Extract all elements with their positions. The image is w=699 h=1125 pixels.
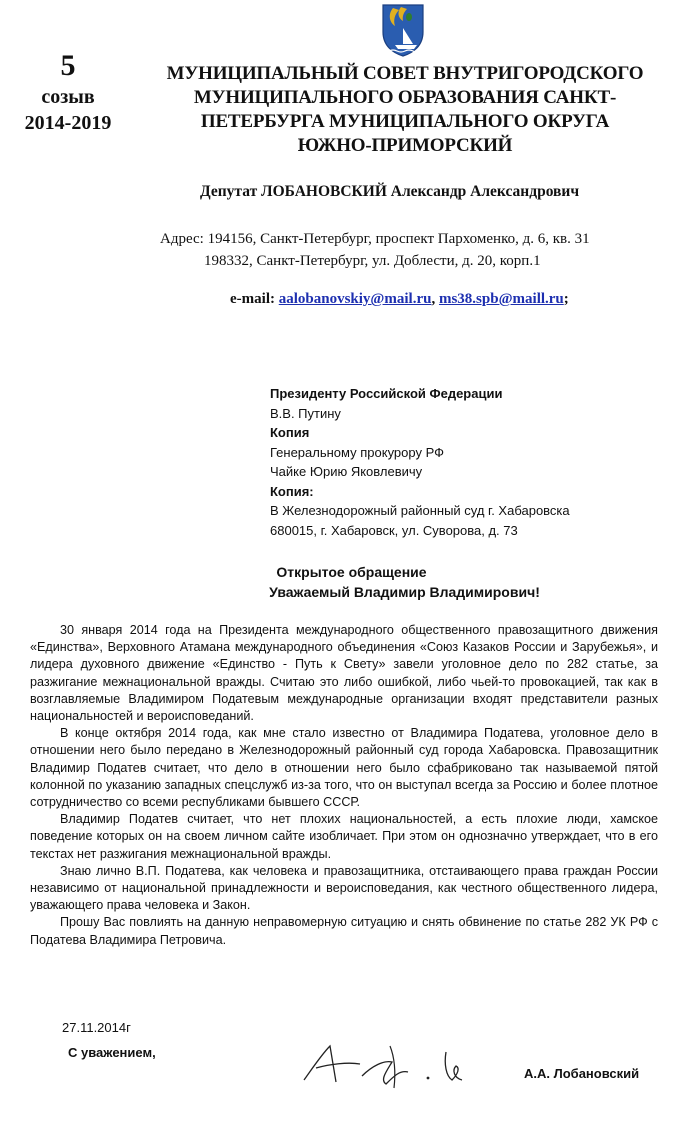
- deputy-name: Депутат ЛОБАНОВСКИЙ Александр Александрович: [200, 183, 580, 200]
- copy-label: Копия: [270, 425, 310, 440]
- council-title-line: ПЕТЕРБУРГА МУНИЦИПАЛЬНОГО ОКРУГА: [200, 111, 610, 132]
- letter-salutation: [0, 582, 699, 602]
- email-link-2[interactable]: ms38.spb@maill.ru: [438, 291, 564, 307]
- council-title: [150, 62, 660, 158]
- council-title-line: ЮЖНО-ПРИМОРСКИЙ: [297, 135, 513, 156]
- addressee-name: В.В. Путину: [270, 405, 341, 421]
- copy-label-2: Копия:: [270, 483, 314, 499]
- copy-recipient-title: Генеральному прокурору РФ: [270, 444, 444, 460]
- letter-date: 27.11.2014г: [62, 1020, 131, 1035]
- body-paragraph: 30 января 2014 года на Президента международного общественного правозащитного движения «Единства», Верховного Атамана международного объединения «Союз Казаков России и Зарубежья», и лидера духовного движение «Единство - Путь к Свету» завели уголовное дело по 282 статье, за разжигание межнациональной вражды. Считаю это либо ошибкой, либо чьей-то провокацией, так как в возглавляемые Владимиром Податевым международные организации входят представители разных национальностей и вероисповеданий.: [30, 623, 658, 724]
- copy-recipient-name: Чайке Юрию Яковлевичу: [270, 464, 423, 479]
- letter-heading: [0, 562, 699, 602]
- address-line-2: 198332, Санкт-Петербург, ул. Доблести, д. 20, корп.1: [204, 253, 541, 269]
- salutation-text: Уважаемый Владимир Владимирович!: [269, 584, 540, 600]
- sender-address: [160, 228, 590, 272]
- court-name: В Железнодорожный районный суд г. Хабаровска: [270, 503, 570, 518]
- court-address: 680015, г. Хабаровск, ул. Суворова, д. 73: [270, 522, 518, 538]
- convocation-years: 2014-2019: [24, 112, 112, 134]
- body-paragraph: Знаю лично В.П. Податева, как человека и правозащитника, отстаивающего права граждан России независимо от национальной принадлежности и вероисповедания, как честного общественного лидера, уважающего права человека и Закон.: [30, 863, 658, 913]
- addressee-block: [270, 384, 570, 540]
- convocation-word: созыв: [41, 86, 95, 108]
- body-paragraph: Прошу Вас повлиять на данную неправомерную ситуацию и снять обвинение по статье 282 УК РФ с Податева Владимира Петровича.: [30, 915, 658, 947]
- addressee-title: Президенту Российской Федерации: [270, 386, 503, 401]
- address-line-1: Адрес: 194156, Санкт-Петербург, проспект Пархоменко, д. 6, кв. 31: [160, 231, 590, 247]
- coat-of-arms-emblem: [379, 2, 427, 58]
- closing-regards: С уважением,: [68, 1045, 156, 1060]
- letter-body: [30, 622, 658, 949]
- council-title-line: МУНИЦИПАЛЬНЫЙ СОВЕТ ВНУТРИГОРОДСКОГО: [166, 63, 644, 84]
- email-trailing: ;: [563, 291, 569, 307]
- email-link-1[interactable]: aalobanovskiy@mail.ru: [278, 291, 432, 307]
- email-line: [230, 291, 569, 308]
- body-paragraph: Владимир Податев считает, что нет плохих национальностей, а есть плохие люди, хамское поведение которых он на своем личном сайте изобличает. При этом он однозначно утверждает, что в его текстах нет разжигания межнациональной вражды.: [30, 812, 658, 861]
- email-separator: ,: [431, 291, 439, 307]
- handwritten-signature: [296, 1036, 506, 1096]
- council-title-line: МУНИЦИПАЛЬНОГО ОБРАЗОВАНИЯ САНКТ-: [193, 87, 617, 108]
- convocation-block: [14, 48, 122, 136]
- signer-name: А.А. Лобановский: [524, 1066, 640, 1081]
- acorn-icon: [406, 13, 412, 21]
- email-label: e-mail:: [230, 291, 279, 307]
- letter-title: Открытое обращение: [276, 564, 427, 580]
- ship-hull-icon: [395, 45, 417, 49]
- convocation-number: 5: [60, 49, 76, 82]
- body-paragraph: В конце октября 2014 года, как мне стало известно от Владимира Податева, уголовное дело в отношении него было передано в Железнодорожный районный суд города Хабаровска. Правозащитник Владимир Податев считает, что дело в отношении него было сфабриковано так называемой пятой колонной по указанию западных спецслужб из-за того, что он выступал всегда за Россию и более плотное сотрудничество со всеми республиками бывшего СССР.: [30, 726, 658, 810]
